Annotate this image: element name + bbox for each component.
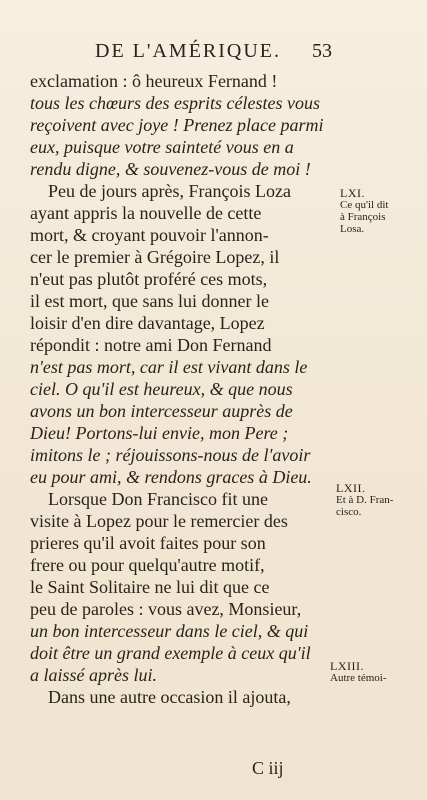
text-line: doit être un grand exemple à ceux qu'il (30, 643, 311, 663)
side-note-text: Ce qu'il dit (340, 199, 389, 211)
side-note-text: Losa. (340, 223, 365, 235)
side-note-text: à François (340, 211, 386, 223)
side-note-lxii (336, 482, 393, 518)
text-line: avons un bon intercesseur auprès de (30, 401, 293, 421)
signature-mark: C iij (252, 758, 284, 778)
body-text (30, 70, 335, 708)
text-line: Dans une autre occasion il ajouta, (48, 687, 291, 707)
text-line: Peu de jours après, François Loza (48, 181, 291, 201)
text-line: il est mort, que sans lui donner le (30, 291, 269, 311)
text-line: prieres qu'il avoit faites pour son (30, 533, 266, 553)
side-note-lxiii (330, 660, 387, 684)
text-line: n'eut pas plutôt proféré ces mots, (30, 269, 268, 289)
page-number: 53 (312, 40, 332, 62)
text-line: le Saint Solitaire ne lui dit que ce (30, 577, 270, 597)
side-note-text: Autre témoi- (330, 672, 387, 684)
text-line: rendu digne, & souvenez-vous de moi ! (30, 159, 311, 179)
text-line: eu pour ami, & rendons graces à Dieu. (30, 467, 312, 487)
text-line: tous les chœurs des esprits célestes vous (30, 93, 320, 113)
text-line: a laissé après lui. (30, 665, 158, 685)
running-title: DE L'AMÉRIQUE. (95, 40, 282, 62)
side-note-lxi (340, 187, 388, 235)
text-line: mort, & croyant pouvoir l'annon- (30, 225, 269, 245)
text-line: loisir d'en dire davantage, Lopez (30, 313, 265, 333)
text-line: reçoivent avec joye ! Prenez place parmi (30, 115, 324, 135)
text-line: cer le premier à Grégoire Lopez, il (30, 247, 280, 267)
text-line: imitons le ; réjouissons-nous de l'avoir (30, 445, 311, 465)
text-line: peu de paroles : vous avez, Monsieur, (30, 599, 302, 619)
text-line: Dieu! Portons-lui envie, mon Pere ; (30, 423, 289, 443)
text-line: Lorsque Don Francisco fit une (48, 489, 268, 509)
text-line: exclamation : ô heureux Fernand ! (30, 71, 278, 91)
side-note-number: LXII. (336, 481, 366, 495)
text-line: visite à Lopez pour le remercier des (30, 511, 288, 531)
text-line: n'est pas mort, car il est vivant dans le (30, 357, 308, 377)
running-head (0, 40, 427, 70)
text-line: ayant appris la nouvelle de cette (30, 203, 262, 223)
text-line: répondit : notre ami Don Fernand (30, 335, 272, 355)
side-note-number: LXI. (340, 186, 365, 200)
text-line: un bon intercesseur dans le ciel, & qui (30, 621, 309, 641)
text-line: frere ou pour quelqu'autre motif, (30, 555, 265, 575)
side-note-number: LXIII. (330, 659, 364, 673)
side-note-text: Et à D. Fran- (336, 494, 394, 506)
side-note-text: cisco. (336, 506, 362, 518)
text-line: eux, puisque votre sainteté vous en a (30, 137, 294, 157)
text-line: ciel. O qu'il est heureux, & que nous (30, 379, 293, 399)
